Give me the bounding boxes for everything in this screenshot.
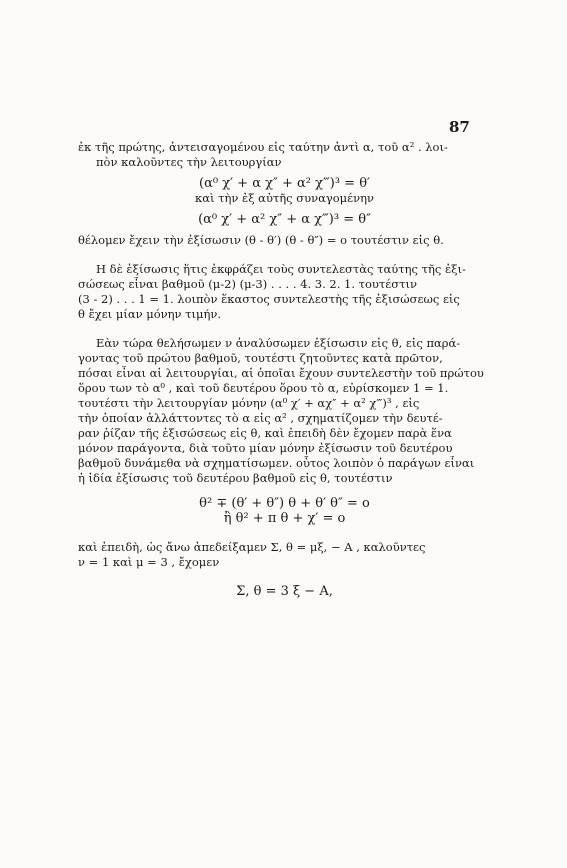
- text-line: σώσεως εἶναι βαθμοῦ (μ-2) (μ-3) . . . . 4. 3. 2. 1. τουτέστιν: [78, 277, 417, 291]
- text-line: Η δὲ ἐξίσωσις ἥτις ἐκφράζει τοὺς συντελεστὰς ταύτης τῆς ἐξι-: [96, 262, 466, 276]
- text-line: (3 - 2) . . . 1 = 1. λοιπὸν ἕκαστος συντελεστὴς τῆς ἐξισώσεως εἰς: [78, 292, 460, 306]
- text-line: ἡ ἰδία ἐξίσωσις τοῦ δευτέρου βαθμοῦ εἰς θ, τουτέστιν: [78, 471, 393, 485]
- text-line: τουτέστι τὴν λειτουργίαν μόνην (α⁰ χ′ + αχ″ + α² χ‴)³ , εἰς: [78, 396, 420, 410]
- equation-caption: καὶ τὴν ἐξ αὐτῆς συναγομένην: [195, 191, 374, 205]
- equation: ἢ θ² + π θ + χ′ = ο: [223, 511, 346, 526]
- text-line: Εὰν τώρα θελήσωμεν ν ἀναλύσωμεν ἐξίσωσιν εἰς θ, εἰς παρά-: [96, 336, 461, 350]
- text-line: καὶ ἐπειδὴ, ὡς ἄνω ἀπεδείξαμεν Σ, θ = μξ, − Α , καλοῦντες: [78, 540, 426, 554]
- equation: (α⁰ χ′ + α χ″ + α² χ‴)³ = θ′: [199, 176, 370, 191]
- text-line: τὴν ὁποίαν ἀλλάττοντες τὸ α εἰς α² , σχηματίζομεν τὴν δευτέ-: [78, 411, 443, 425]
- text-line: ραν ῥίζαν τῆς ἐξισώσεως εἰς θ, καὶ ἐπειδὴ δὲν ἔχομεν παρὰ ἕνα: [78, 426, 452, 440]
- text-line: ἐκ τῆς πρώτης, ἀντεισαγομένου εἰς ταύτην ἀντὶ α, τοῦ α² . λοι-: [78, 140, 448, 154]
- page-number: 87: [449, 118, 470, 136]
- equation: θ² ∓ (θ′ + θ″) θ + θ′ θ″ = ο: [199, 496, 370, 511]
- text-line: θέλομεν ἔχειν τὴν ἐξίσωσιν (θ - θ′) (θ - θ″) = ο τουτέστιν εἰς θ.: [78, 233, 444, 247]
- equation: Σ, θ = 3 ξ − Α,: [236, 584, 333, 599]
- text-line: γοντας τοῦ πρώτου βαθμοῦ, τουτέστι ζητοῦντες κατὰ πρῶτον,: [78, 351, 443, 365]
- body-text: [78, 140, 491, 599]
- text-line: ὅρου των τὸ α⁰ , καὶ τοῦ δευτέρου ὅρου τὸ α, εὑρίσκομεν 1 = 1.: [78, 381, 449, 395]
- text-line: μόνον παράγοντα, διὰ τοῦτο μίαν μόνην ἐξίσωσιν τοῦ δευτέρου: [78, 441, 453, 455]
- text-line: πὸν καλοῦντες τὴν λειτουργίαν: [96, 155, 282, 169]
- text-line: θ ἔχει μίαν μόνην τιμήν.: [78, 307, 222, 321]
- text-line: πόσαι εἶναι αἱ λειτουργίαι, αἱ ὁποῖαι ἔχουν συντελεστὴν τοῦ πρώτου: [78, 366, 484, 380]
- text-line: ν = 1 καὶ μ = 3 , ἔχομεν: [78, 555, 220, 569]
- text-line: βαθμοῦ δυνάμεθα νὰ σχηματίσωμεν. οὗτος λοιπὸν ὁ παράγων εἶναι: [78, 456, 475, 470]
- equation: (α⁰ χ′ + α² χ″ + α χ‴)³ = θ″: [198, 212, 371, 227]
